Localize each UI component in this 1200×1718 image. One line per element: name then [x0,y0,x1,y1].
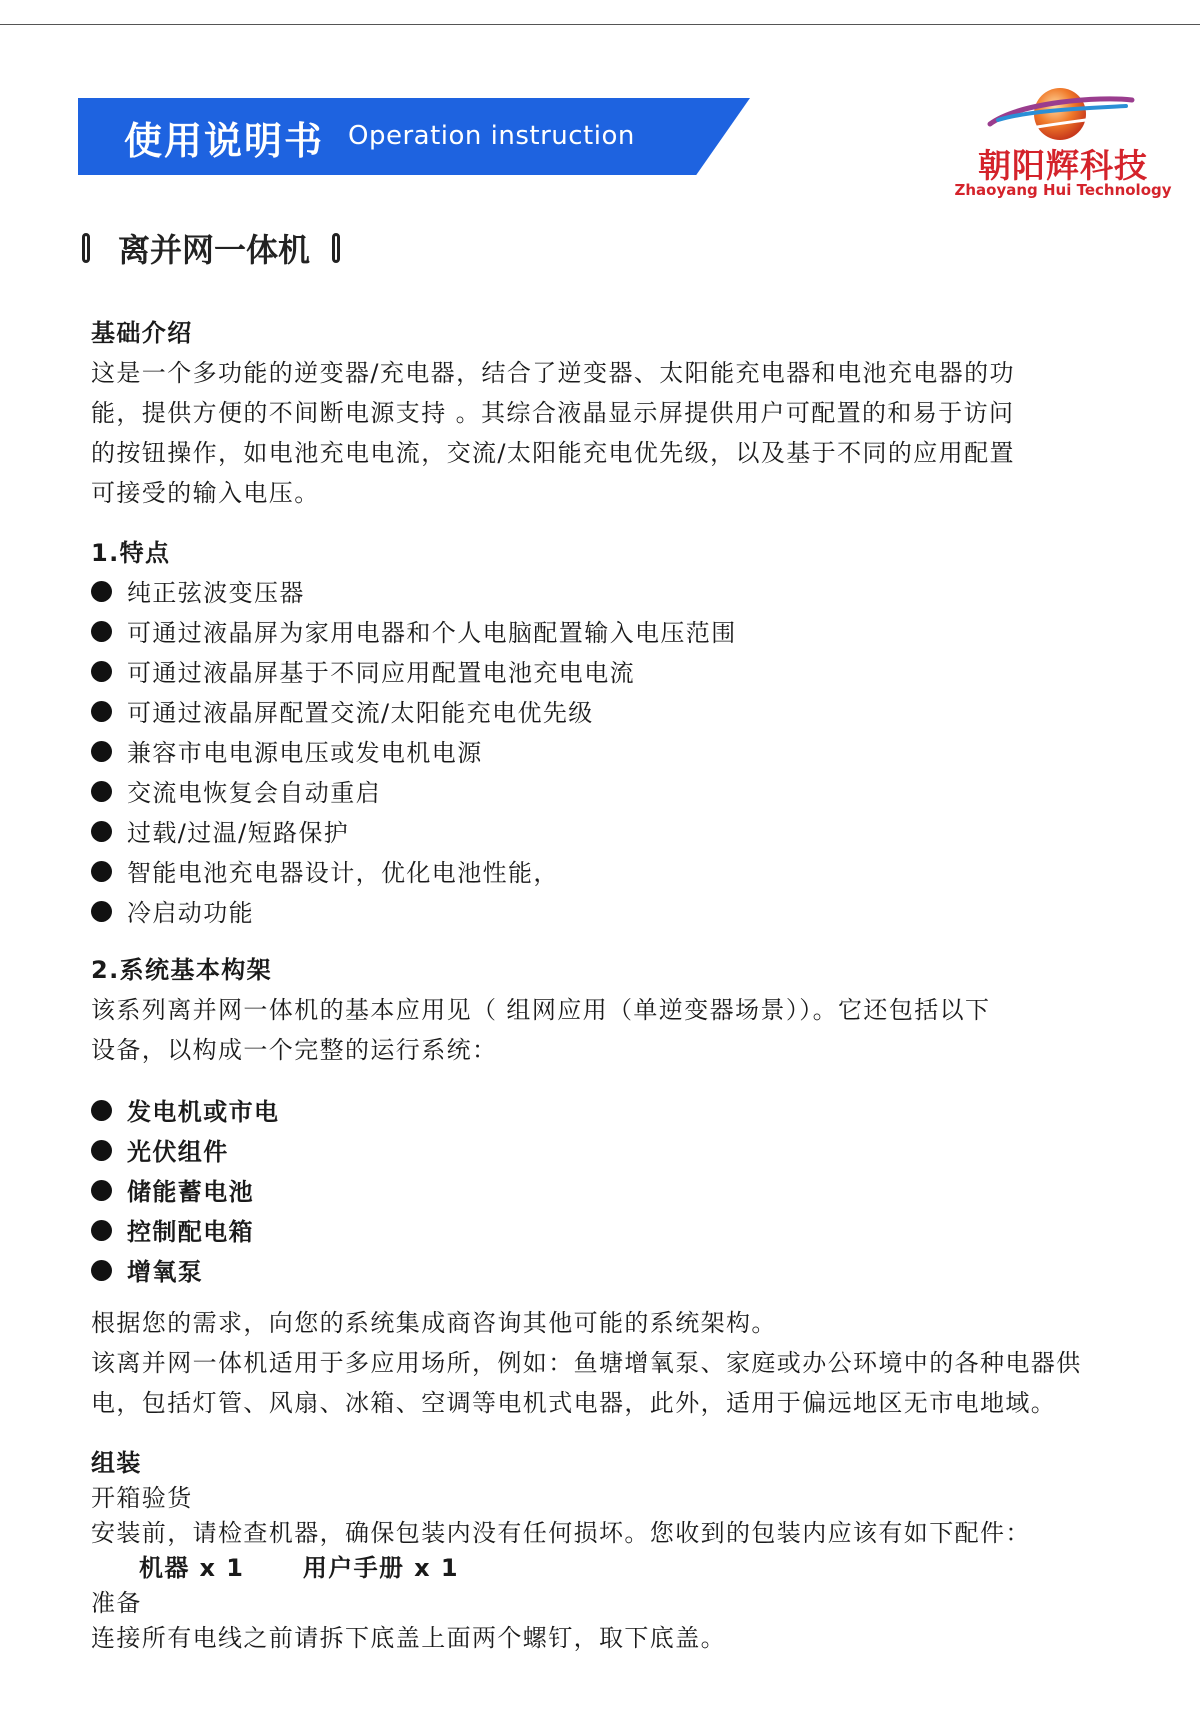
architecture-line: 设备，以构成一个完整的运行系统： [91,1036,498,1064]
feature-item: 过载/过温/短路保护 [91,813,349,853]
feature-item: 可通过液晶屏配置交流/太阳能充电优先级 [91,693,594,733]
unpack-title: 开箱验货 [91,1484,193,1512]
bullet-icon [91,1260,112,1281]
device-item: 发电机或市电 [91,1092,279,1132]
intro-heading: 基础介绍 [91,319,193,347]
bullet-icon [91,901,112,922]
prep-text: 连接所有电线之前请拆下底盖上面两个螺钉，取下底盖。 [91,1624,726,1652]
section-title-text: 离并网一体机 [118,231,311,269]
bullet-icon [91,821,112,842]
bullet-icon [91,1100,112,1121]
planet-logo-icon [980,80,1140,144]
manual-subtitle: Operation instruction [348,121,635,151]
bullet-icon [91,781,112,802]
architecture-line: 该系列离并网一体机的基本应用见（ 组网应用（单逆变器场景））。它还包括以下 [91,996,991,1024]
feature-item: 可通过液晶屏基于不同应用配置电池充电电流 [91,653,635,693]
feature-item: 交流电恢复会自动重启 [91,773,381,813]
feature-item: 智能电池充电器设计，优化电池性能， [91,853,559,893]
intro-line: 的按钮操作，如电池充电电流，交流/太阳能充电优先级，以及基于不同的应用配置 [91,439,1015,467]
usage-line: 该离并网一体机适用于多应用场所，例如：鱼塘增氧泵、家庭或办公环境中的各种电器供 [91,1349,1082,1377]
feature-item: 可通过液晶屏为家用电器和个人电脑配置输入电压范围 [91,613,737,653]
prep-title: 准备 [91,1589,142,1617]
bullet-icon [91,581,112,602]
feature-item: 冷启动功能 [91,893,254,933]
usage-line: 电，包括灯管、风扇、冰箱、空调等电机式电器，此外，适用于偏远地区无市电地域。 [91,1389,1057,1417]
parts-line: 机器 x 1 用户手册 x 1 [139,1554,459,1582]
assembly-heading: 组装 [91,1449,142,1477]
manual-title: 使用说明书 [124,119,325,163]
intro-line: 能，提供方便的不间断电源支持 。其综合液晶显示屏提供用户可配置的和易于访问 [91,399,1015,427]
bullet-icon [91,701,112,722]
unpack-text: 安装前，请检查机器，确保包装内没有任何损坏。您收到的包装内应该有如下配件： [91,1519,1031,1547]
feature-item: 兼容市电电源电压或发电机电源 [91,733,483,773]
device-item: 控制配电箱 [91,1212,254,1252]
section-title [82,228,340,268]
intro-line: 这是一个多功能的逆变器/充电器，结合了逆变器、太阳能充电器和电池充电器的功 [91,359,1015,387]
architecture-heading: 2.系统基本构架 [91,956,273,984]
bullet-icon [91,1180,112,1201]
bullet-icon [91,1220,112,1241]
logo-name-en: Zhaoyang Hui Technology [954,181,1172,199]
device-item: 光伏组件 [91,1132,229,1172]
architecture-note: 根据您的需求，向您的系统集成商咨询其他可能的系统架构。 [91,1309,777,1337]
device-item: 储能蓄电池 [91,1172,254,1212]
bullet-icon [91,1140,112,1161]
left-bracket [82,233,90,263]
bullet-icon [91,741,112,762]
right-bracket [332,233,340,263]
bullet-icon [91,621,112,642]
company-logo [940,80,1180,210]
features-heading: 1.特点 [91,539,171,567]
bullet-icon [91,861,112,882]
feature-item: 纯正弦波变压器 [91,573,305,613]
top-rule [0,24,1200,25]
intro-line: 可接受的输入电压。 [91,479,320,507]
bullet-icon [91,661,112,682]
logo-name-cn: 朝阳辉科技 [978,146,1148,185]
device-item: 增氧泵 [91,1252,203,1292]
